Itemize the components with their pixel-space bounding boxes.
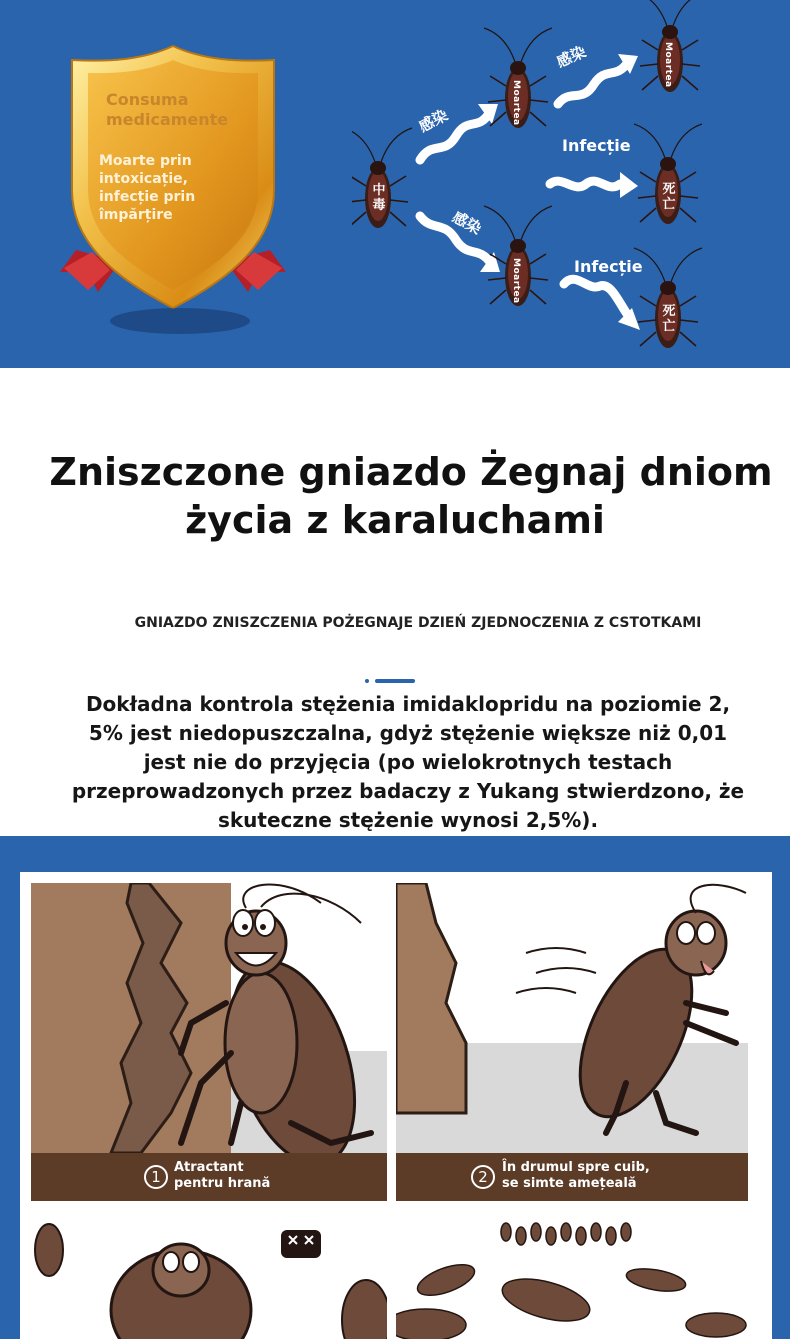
arrow-5	[564, 279, 640, 330]
top-banner	[0, 0, 790, 368]
death-label-5: 死亡	[662, 304, 676, 334]
death-label-4: 死亡	[662, 182, 676, 212]
step-caption-text-1	[174, 1160, 270, 1192]
step-panel-1	[31, 883, 387, 1201]
badge-title: Consuma medicamente	[106, 90, 229, 129]
step-caption-2	[396, 1153, 748, 1201]
origin-label: 中毒	[372, 183, 386, 213]
step-panel-4	[396, 1210, 748, 1339]
step-number-2: 2	[471, 1165, 495, 1189]
step-panel-2	[396, 883, 748, 1201]
medicine-badge	[58, 40, 288, 340]
cockroach-carrying-illustration	[31, 1210, 387, 1339]
step-caption-2-line1: În drumul spre cuib,	[502, 1160, 650, 1175]
infection-flow-diagram	[352, 0, 790, 368]
death-label-2: Moartea	[511, 258, 521, 304]
page-title-line2: życia z karaluchami	[185, 498, 605, 542]
page-title-line1: Zniszczone gniazdo Żegnaj dniom	[49, 450, 773, 494]
infect-label-ro-2: Infecție	[574, 257, 643, 276]
step-number-1: 1	[144, 1165, 168, 1189]
divider-dot	[365, 679, 369, 683]
description-paragraph: Dokładna kontrola stężenia imidaklopridu na poziomie 2, 5% jest niedopuszczalna, gdyż stężenie większe niż 0,01 jest nie do przyjęcia (po wielokrotnych testach przeprowadzonych przez badaczy z Yukang stwierdzono, że skuteczne stężenie wynosi 2,5%).	[71, 692, 745, 832]
infect-label-ro-1: Infecție	[562, 136, 631, 155]
dead-cockroaches-illustration	[396, 1210, 748, 1339]
badge-shadow	[110, 308, 250, 334]
arrow-4	[550, 172, 638, 198]
page-subtitle: GNIAZDO ZNISZCZENIA POŻEGNAJE DZIEŃ ZJEDNOCZENIA Z CSTOTKAMI	[134, 615, 702, 631]
cockroach-origin	[352, 128, 412, 228]
infect-label-cn-2: 感染	[449, 207, 485, 238]
badge-description: Moarte prin intoxicație, infecție prin împărțire	[99, 153, 196, 223]
infect-label-cn-1: 感染	[415, 105, 451, 136]
step-caption-2-line2: se simte amețeală	[502, 1176, 637, 1191]
page-title	[0, 448, 790, 544]
infect-label-cn-3: 感染	[553, 42, 589, 72]
section-divider	[365, 678, 425, 683]
step-caption-text-2	[502, 1160, 650, 1192]
steps-section	[0, 836, 790, 1339]
step-caption-1-line2: pentru hrană	[174, 1176, 271, 1191]
step-panel-3	[31, 1210, 387, 1339]
step-caption-1-line1: Atractant	[174, 1160, 244, 1175]
step-caption-1	[31, 1153, 387, 1201]
death-label-1: Moartea	[511, 80, 521, 126]
divider-bar	[375, 679, 415, 683]
death-label-3: Moartea	[663, 42, 673, 88]
